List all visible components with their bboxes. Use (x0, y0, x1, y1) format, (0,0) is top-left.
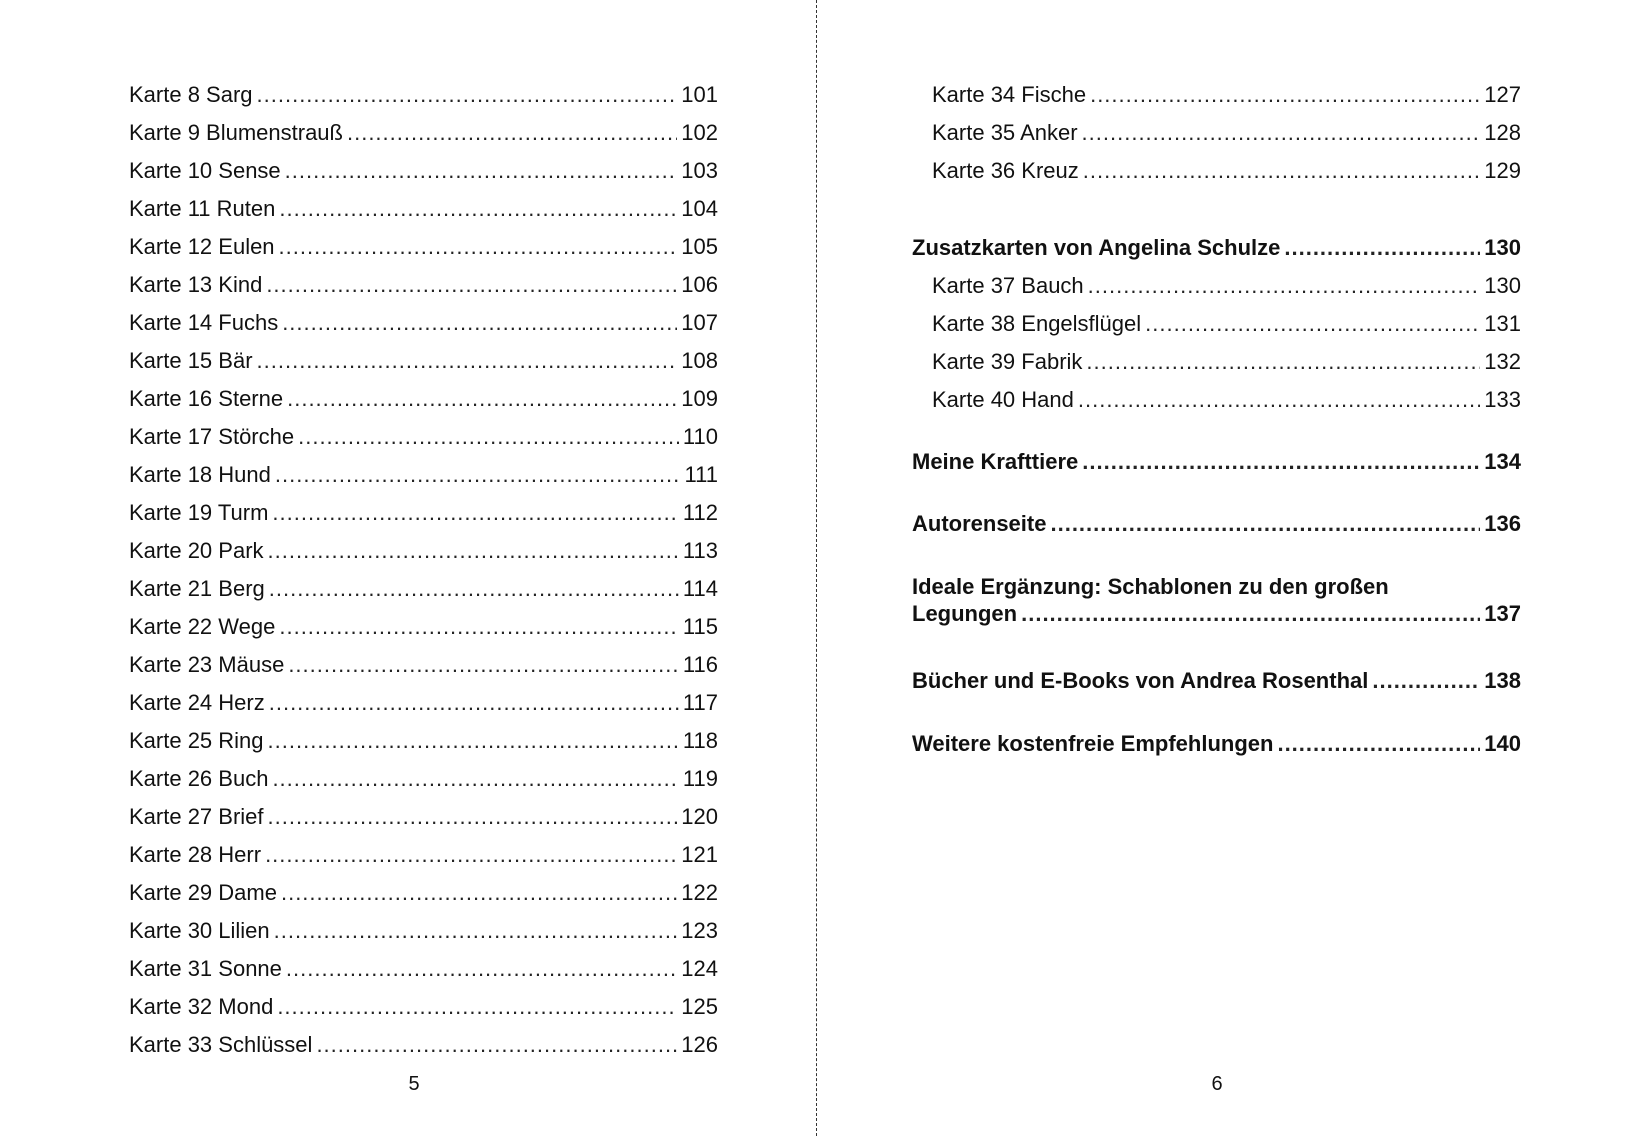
toc-entry-title: Karte 29 Dame (129, 880, 277, 905)
dot-leader (1082, 443, 1480, 481)
dot-leader (1090, 76, 1480, 114)
dot-leader (1050, 505, 1480, 543)
toc-entry-title: Karte 11 Ruten (129, 196, 276, 221)
dot-leader (1372, 662, 1480, 700)
dot-leader (269, 684, 679, 722)
toc-entry[interactable] (912, 114, 1521, 152)
toc-entry[interactable] (129, 836, 718, 874)
toc-heading-ergaenzung (912, 600, 1521, 627)
toc-entry[interactable] (129, 456, 718, 494)
dot-leader (272, 760, 678, 798)
toc-entry-title: Karte 34 Fische (932, 82, 1087, 107)
dot-leader (1145, 305, 1480, 343)
toc-section-empfehlungen (912, 725, 1521, 763)
dot-leader (285, 152, 678, 190)
dot-leader (275, 456, 681, 494)
dot-leader (1284, 229, 1480, 267)
toc-section-autorenseite (912, 505, 1521, 543)
dot-leader (1277, 725, 1480, 763)
dot-leader (266, 266, 677, 304)
toc-entry[interactable] (129, 912, 718, 950)
toc-entry-page: 118 (682, 728, 718, 753)
dot-leader (316, 1026, 677, 1064)
toc-entry-title: Karte 30 Lilien (129, 918, 270, 943)
toc-entry-page: 104 (681, 196, 718, 221)
dot-leader (269, 570, 679, 608)
toc-entry-page: 129 (1484, 158, 1521, 183)
toc-entry-title: Karte 36 Kreuz (932, 158, 1079, 183)
toc-entry-page: 108 (681, 348, 718, 373)
toc-entry[interactable] (129, 532, 718, 570)
toc-heading-page: 137 (1484, 601, 1521, 626)
toc-entry-page: 112 (682, 500, 718, 525)
toc-entry-page: 102 (681, 120, 718, 145)
toc-entry[interactable] (912, 267, 1521, 305)
toc-heading-page: 136 (1484, 511, 1521, 536)
toc-entry-title: Karte 20 Park (129, 538, 264, 563)
toc-entry-page: 101 (681, 82, 718, 107)
toc-entry[interactable] (129, 874, 718, 912)
toc-entry-page: 116 (682, 652, 718, 677)
toc-entry[interactable] (129, 380, 718, 418)
toc-entry-page: 111 (684, 462, 718, 487)
dot-leader (1088, 267, 1481, 305)
toc-entry-page: 110 (682, 424, 718, 449)
toc-list-left (129, 76, 718, 1064)
toc-entry-page: 125 (681, 994, 718, 1019)
toc-entry-page: 114 (682, 576, 718, 601)
toc-entry-title: Karte 38 Engelsflügel (932, 311, 1142, 336)
toc-heading-autorenseite[interactable] (912, 505, 1521, 543)
toc-entry-title: Karte 32 Mond (129, 994, 274, 1019)
toc-entry-page: 121 (681, 842, 718, 867)
toc-entry-title: Karte 9 Blumenstrauß (129, 120, 343, 145)
toc-entry[interactable] (129, 114, 718, 152)
toc-entry-title: Karte 19 Turm (129, 500, 269, 525)
toc-entry-page: 133 (1484, 387, 1521, 412)
toc-entry[interactable] (129, 228, 718, 266)
toc-entry-title: Karte 13 Kind (129, 272, 263, 297)
toc-entry[interactable] (129, 646, 718, 684)
toc-heading-page: 138 (1484, 668, 1521, 693)
toc-entry-title: Karte 10 Sense (129, 158, 281, 183)
dot-leader (277, 988, 677, 1026)
toc-entry[interactable] (129, 570, 718, 608)
toc-entry-title: Karte 22 Wege (129, 614, 276, 639)
toc-entry-page: 117 (682, 690, 718, 715)
toc-section-zusatzkarten (912, 229, 1521, 419)
toc-entry-page: 109 (681, 386, 718, 411)
toc-heading-page: 130 (1484, 235, 1521, 260)
toc-section-buecher (912, 662, 1521, 700)
toc-entry-page: 113 (682, 538, 718, 563)
toc-heading-title: Weitere kostenfreie Empfehlungen (912, 731, 1274, 756)
dot-leader (268, 532, 679, 570)
dot-leader (265, 836, 677, 874)
dot-leader (298, 418, 679, 456)
toc-entry[interactable] (912, 152, 1521, 190)
toc-entry-title: Karte 33 Schlüssel (129, 1032, 313, 1057)
toc-heading-page: 140 (1484, 731, 1521, 756)
toc-heading-title-line2: Legungen (912, 601, 1018, 626)
toc-entry-title: Karte 25 Ring (129, 728, 264, 753)
toc-entry[interactable] (129, 342, 718, 380)
toc-entry-title: Karte 14 Fuchs (129, 310, 279, 335)
toc-heading-title-line1: Ideale Ergänzung: Schablonen zu den großen (912, 574, 1389, 599)
toc-entry-title: Karte 26 Buch (129, 766, 269, 791)
toc-list-right-cards (912, 76, 1521, 190)
toc-entry[interactable] (129, 304, 718, 342)
toc-entry[interactable] (912, 343, 1521, 381)
toc-entry-title: Karte 35 Anker (932, 120, 1078, 145)
page-number-right: 6 (1211, 1073, 1223, 1095)
dot-leader (272, 494, 679, 532)
toc-entry[interactable] (129, 76, 718, 114)
toc-entry[interactable] (129, 798, 718, 836)
dot-leader (279, 608, 679, 646)
toc-heading-title: Autorenseite (912, 511, 1047, 536)
dot-leader (268, 798, 678, 836)
toc-entry-title: Karte 24 Herz (129, 690, 265, 715)
toc-entry-page: 130 (1484, 273, 1521, 298)
dot-leader (1078, 381, 1480, 419)
toc-entry[interactable] (129, 152, 718, 190)
toc-entry-page: 107 (681, 310, 718, 335)
toc-entry[interactable] (129, 266, 718, 304)
toc-entry-page: 115 (682, 614, 718, 639)
toc-entry-page: 127 (1484, 82, 1521, 107)
toc-entry-page: 103 (681, 158, 718, 183)
toc-entry-page: 131 (1484, 311, 1521, 336)
toc-entry-title: Karte 31 Sonne (129, 956, 282, 981)
toc-entry-title: Karte 17 Störche (129, 424, 295, 449)
toc-entry-page: 120 (681, 804, 718, 829)
dot-leader (281, 874, 677, 912)
toc-entry-title: Karte 8 Sarg (129, 82, 253, 107)
toc-entry-title: Karte 15 Bär (129, 348, 253, 373)
toc-entry[interactable] (129, 608, 718, 646)
toc-entry-title: Karte 37 Bauch (932, 273, 1084, 298)
toc-heading-krafttiere[interactable] (912, 443, 1521, 481)
toc-heading-zusatzkarten[interactable] (912, 229, 1521, 267)
toc-entry-title: Karte 21 Berg (129, 576, 265, 601)
dot-leader (257, 342, 678, 380)
toc-entry-page: 122 (681, 880, 718, 905)
dot-leader (1086, 343, 1480, 381)
dot-leader (1083, 152, 1481, 190)
toc-entry[interactable] (912, 305, 1521, 343)
toc-entry[interactable] (129, 418, 718, 456)
toc-heading-title: Zusatzkarten von Angelina Schulze (912, 235, 1281, 260)
dot-leader (288, 646, 679, 684)
toc-entry-page: 132 (1484, 349, 1521, 374)
toc-entry-page: 126 (681, 1032, 718, 1057)
toc-entry[interactable] (129, 722, 718, 760)
toc-entry[interactable] (129, 988, 718, 1026)
toc-entry-title: Karte 28 Herr (129, 842, 262, 867)
dot-leader (279, 190, 677, 228)
toc-entry-title: Karte 12 Eulen (129, 234, 275, 259)
toc-entry[interactable] (912, 381, 1521, 419)
toc-entry-title: Karte 23 Mäuse (129, 652, 285, 677)
toc-heading-title: Bücher und E-Books von Andrea Rosenthal (912, 668, 1369, 693)
toc-entry-title: Karte 16 Sterne (129, 386, 284, 411)
toc-entry[interactable] (129, 190, 718, 228)
dot-leader (257, 76, 678, 114)
toc-heading-page: 134 (1484, 449, 1521, 474)
toc-entry-page: 106 (681, 272, 718, 297)
page-number-left: 5 (408, 1073, 420, 1095)
toc-entry-title: Karte 39 Fabrik (932, 349, 1083, 374)
toc-entry-page: 119 (682, 766, 718, 791)
toc-section-ergaenzung[interactable] (912, 573, 1521, 627)
toc-entry-page: 124 (681, 956, 718, 981)
toc-entry-page: 128 (1484, 120, 1521, 145)
toc-entry[interactable] (129, 684, 718, 722)
toc-entry-page: 105 (681, 234, 718, 259)
toc-entry-title: Karte 18 Hund (129, 462, 271, 487)
dot-leader (279, 228, 678, 266)
toc-entry[interactable] (129, 950, 718, 988)
toc-entry[interactable] (129, 494, 718, 532)
dot-leader (274, 912, 678, 950)
toc-entry[interactable] (912, 76, 1521, 114)
dot-leader (282, 304, 677, 342)
dot-leader (268, 722, 679, 760)
toc-heading-empfehlungen[interactable] (912, 725, 1521, 763)
dot-leader (347, 114, 677, 152)
toc-section-krafttiere (912, 443, 1521, 481)
toc-heading-buecher[interactable] (912, 662, 1521, 700)
dot-leader (286, 950, 677, 988)
dot-leader (287, 380, 677, 418)
dot-leader (1082, 114, 1481, 152)
dot-leader (1021, 600, 1480, 627)
toc-entry-title: Karte 27 Brief (129, 804, 264, 829)
toc-entry[interactable] (129, 1026, 718, 1064)
toc-entry[interactable] (129, 760, 718, 798)
toc-heading-title: Meine Krafttiere (912, 449, 1079, 474)
toc-entry-title: Karte 40 Hand (932, 387, 1074, 412)
toc-entry-page: 123 (681, 918, 718, 943)
